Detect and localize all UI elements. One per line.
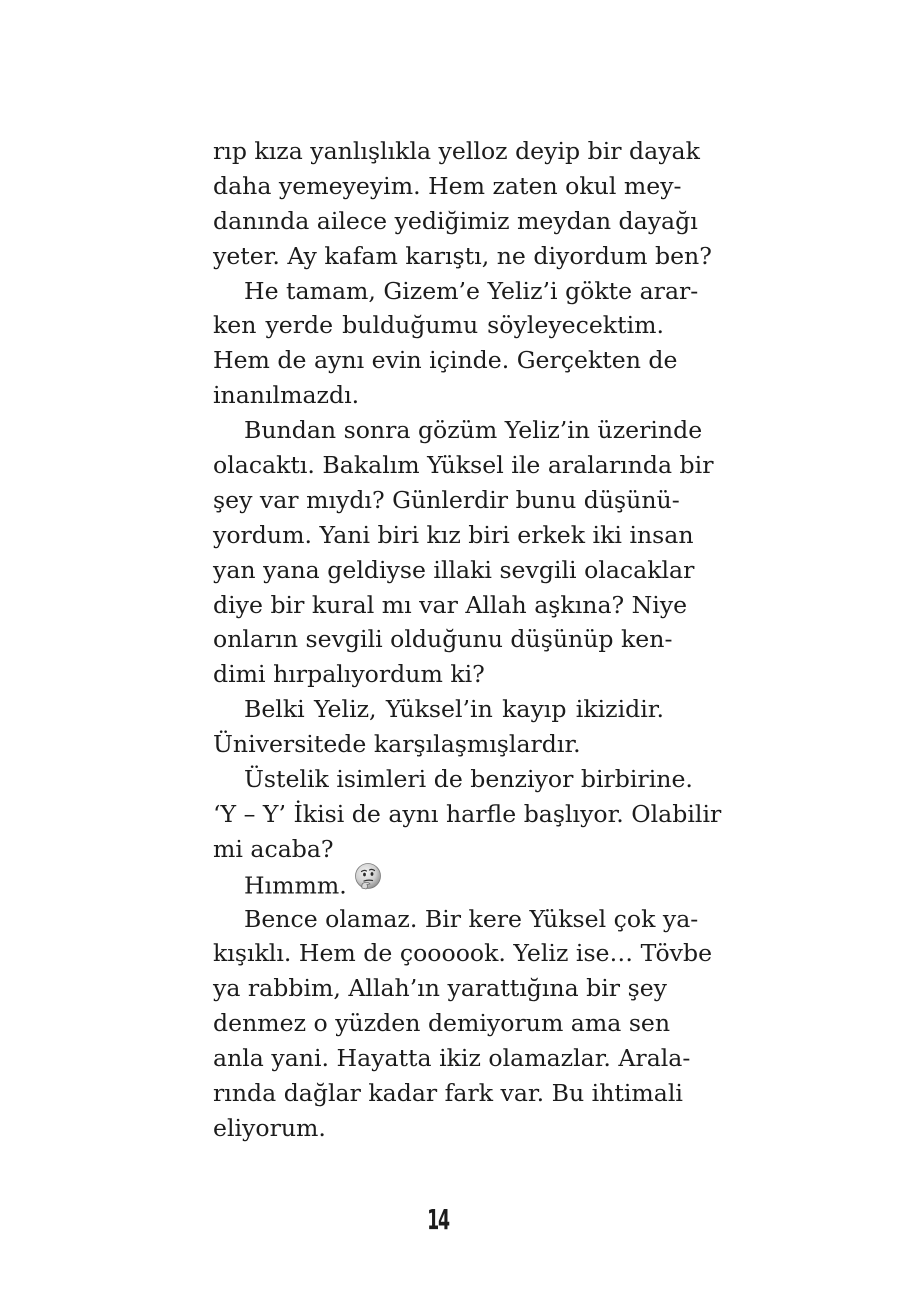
paragraph — [213, 762, 722, 867]
text-line — [213, 867, 664, 902]
text-line: diye bir kural mı var Allah aşkına? Niye — [213, 590, 688, 619]
text-line: danında ailece yediğimiz meydan dayağı — [213, 206, 698, 235]
text-line: yan yana geldiyse illaki sevgili olacaklar — [213, 555, 695, 584]
text-line: kışıklı. Hem de çoooook. Yeliz ise… Tövbe — [213, 939, 713, 968]
text-line: rında dağlar kadar fark var. Bu ihtimali — [213, 1079, 683, 1108]
text-line: Hem de aynı evin içinde. Gerçekten de — [213, 346, 678, 375]
text-line: mi acaba? — [213, 834, 334, 863]
paragraph — [213, 867, 664, 902]
text-line: He tamam, Gizem’e Yeliz’i gökte arar- — [244, 276, 699, 305]
text-line: anla yani. Hayatta ikiz olamazlar. Arala- — [213, 1044, 691, 1073]
paragraph — [213, 134, 712, 274]
text-line: denmez o yüzden demiyorum ama sen — [213, 1009, 671, 1038]
text-line: Üniversitede karşılaşmışlardır. — [213, 730, 581, 759]
text-line: eliyorum. — [213, 1113, 326, 1142]
text-line: ya rabbim, Allah’ın yarattığına bir şey — [213, 974, 667, 1003]
text-line: yordum. Yani biri kız biri erkek iki insan — [213, 520, 694, 549]
paragraph — [213, 692, 664, 762]
body-text — [213, 134, 722, 1146]
text-line: Bence olamaz. Bir kere Yüksel çok ya- — [244, 904, 699, 933]
text-line: rıp kıza yanlışlıkla yelloz deyip bir dayak — [213, 137, 700, 165]
text-line: şey var mıydı? Günlerdir bunu düşünü- — [213, 485, 680, 514]
text-line: inanılmazdı. — [213, 381, 360, 410]
text-line: ken yerde bulduğumu söyleyecektim. — [213, 311, 664, 340]
text-line: yeter. Ay kafam karıştı, ne diyordum ben? — [213, 241, 712, 270]
paragraph — [213, 902, 713, 1146]
paragraph — [213, 413, 714, 692]
text-line: olacaktı. Bakalım Yüksel ile aralarında bir — [213, 451, 714, 480]
text-line: Bundan sonra gözüm Yeliz’in üzerinde — [244, 416, 703, 445]
paragraph — [213, 274, 699, 414]
text-line: Üstelik isimleri de benziyor birbirine. — [244, 765, 693, 794]
thinking-face-icon — [353, 862, 383, 902]
text-line: dimi hırpalıyordum ki? — [213, 660, 485, 689]
text-line: daha yemeyeyim. Hem zaten okul mey- — [213, 171, 682, 200]
text-line: Belki Yeliz, Yüksel’in kayıp ikizidir. — [244, 695, 664, 724]
text-line: ‘Y – Y’ İkisi de aynı harfle başlıyor. Olabilir — [213, 799, 722, 828]
text-line: onların sevgili olduğunu düşünüp ken- — [213, 625, 673, 654]
text-line-content: Hımmm. — [244, 871, 347, 900]
page-number: 14 — [427, 1203, 449, 1236]
